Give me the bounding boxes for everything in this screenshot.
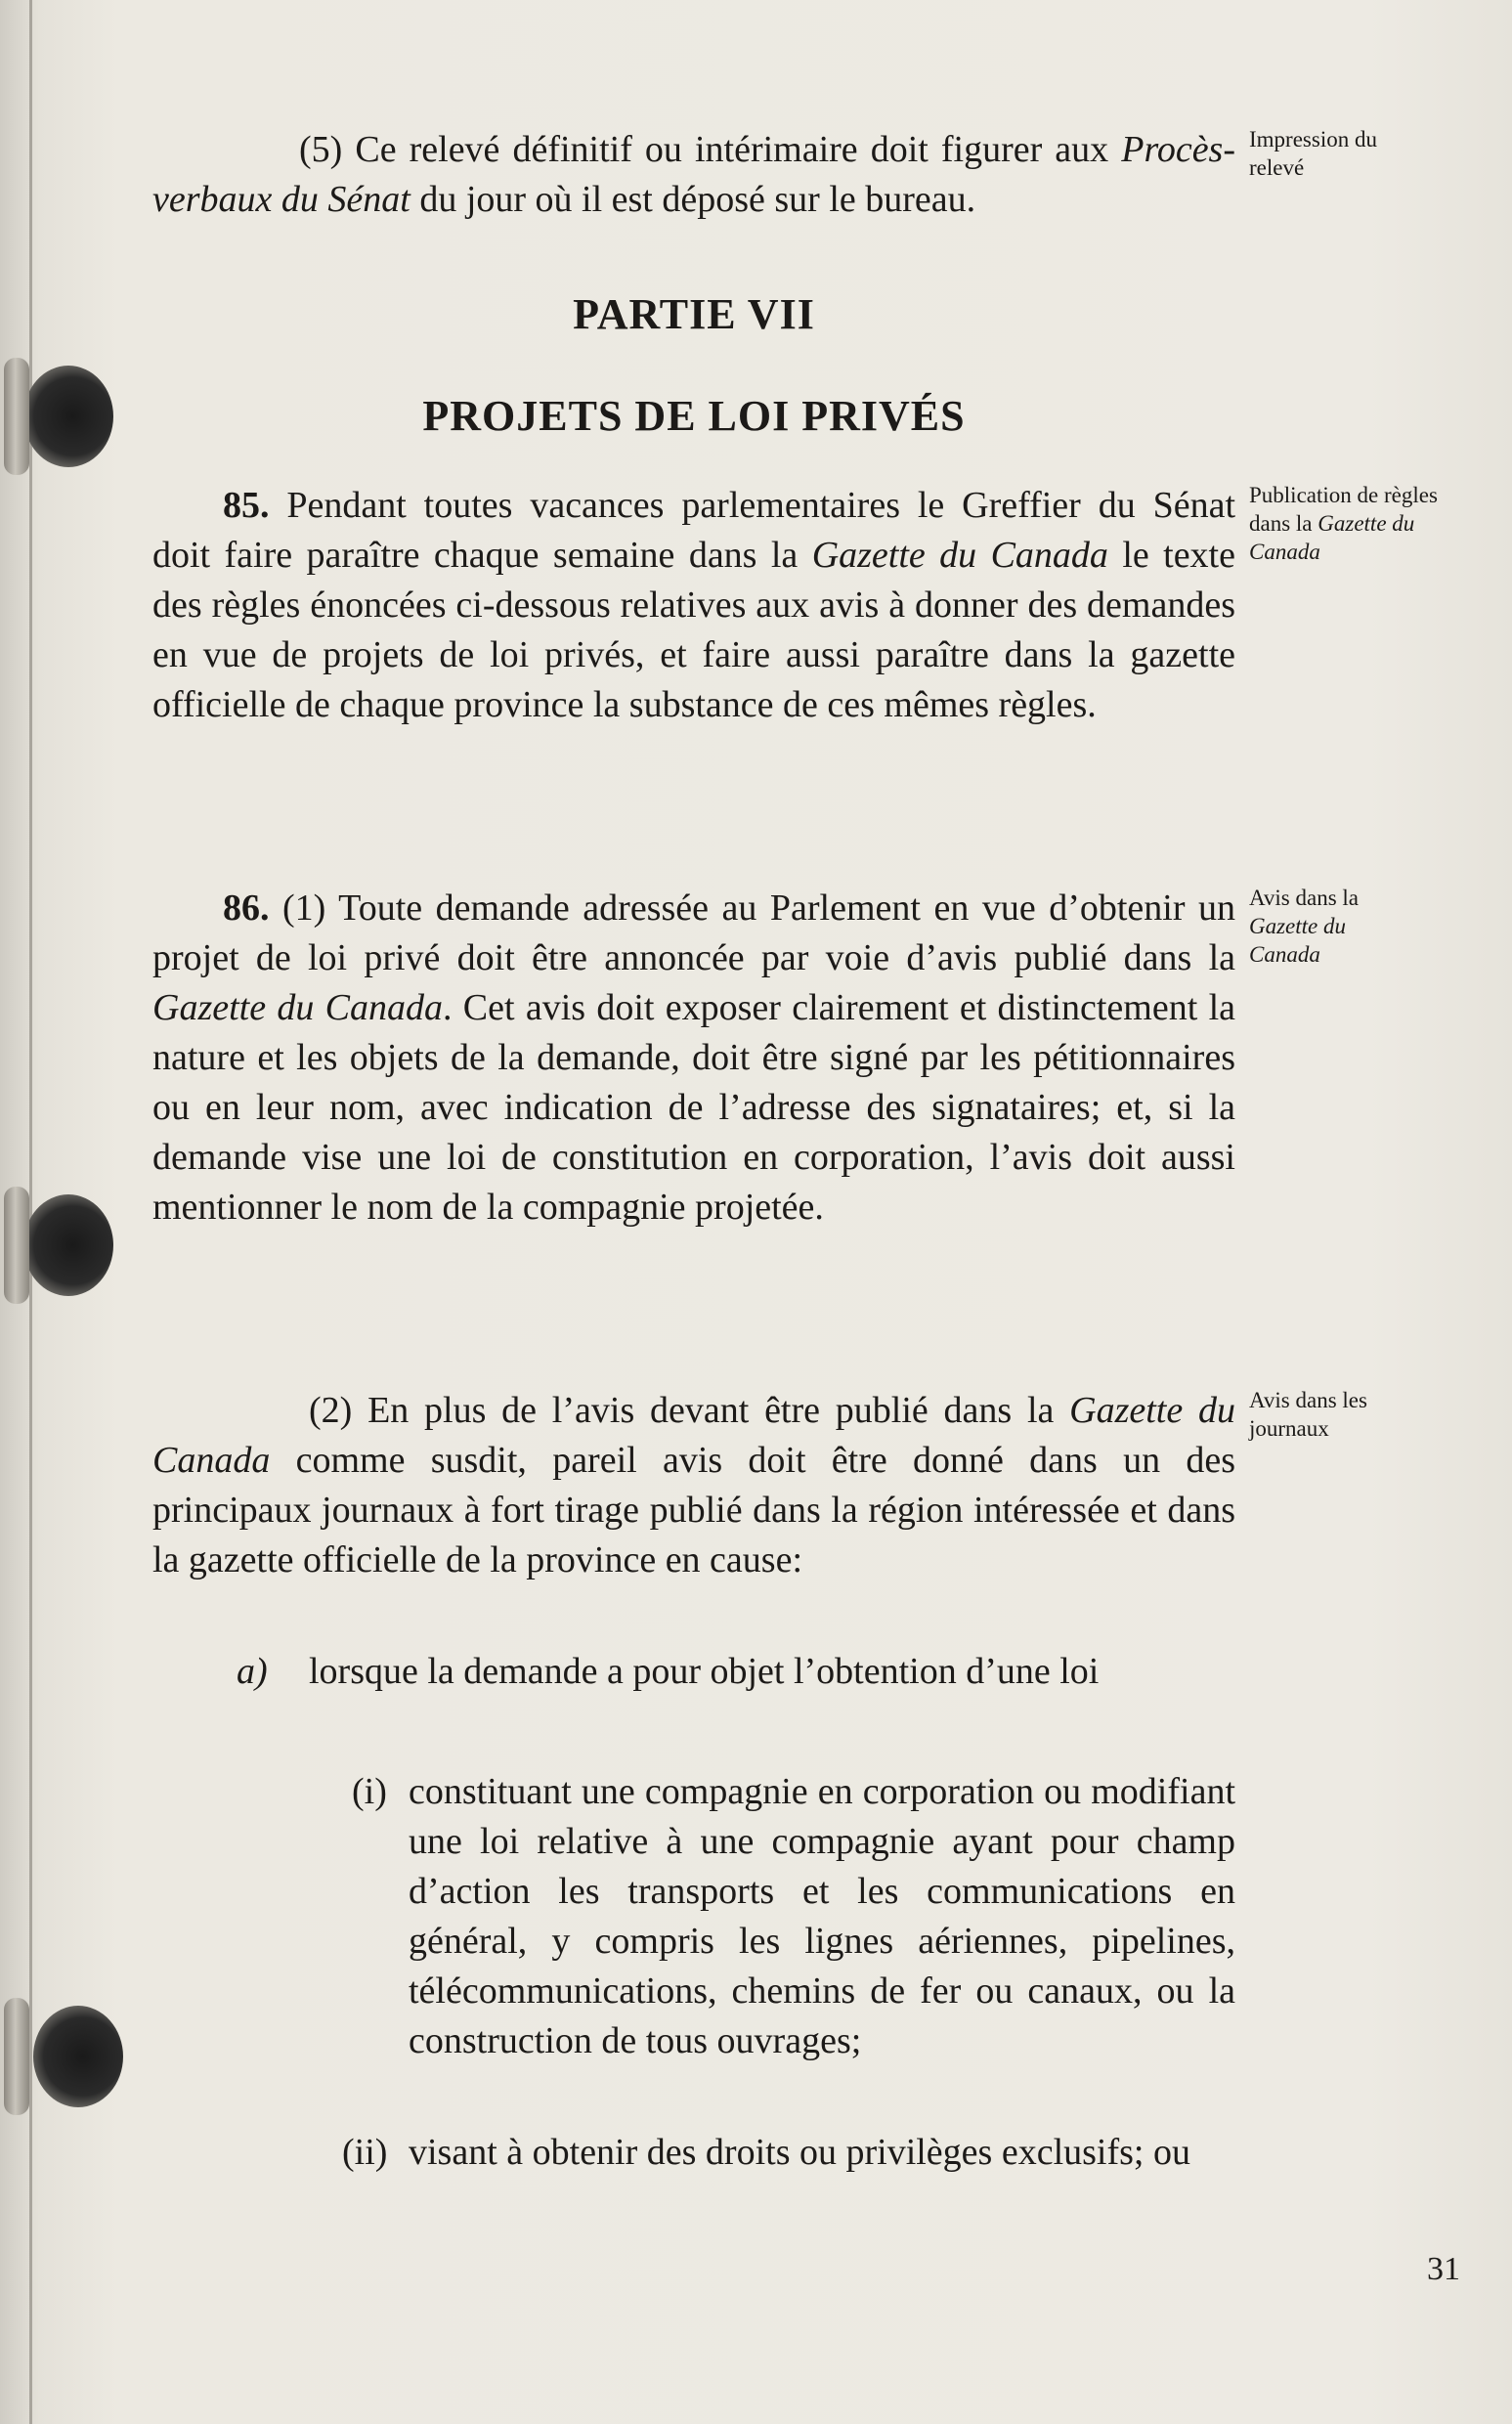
margin-note-publication <box>1249 481 1445 566</box>
binder-hole-top <box>23 366 113 467</box>
section-86-text-b: . Cet avis doit exposer clairement et distinctement la nature et les objets de la demande, doit être signé par les pétitionnaires ou en leur nom, avec indication de l’adresse des signataires; et, si la demande vise une loi de constitution en corporation, l’avis doit aussi mentionner le nom de la compagnie projetée. <box>152 987 1235 1228</box>
binder-hole-bottom <box>33 2006 123 2107</box>
subsection-5 <box>152 125 1235 225</box>
section-86-2 <box>152 1386 1235 1585</box>
section-86-gazette: Gazette du Canada <box>152 987 443 1028</box>
page-number: 31 <box>1427 2251 1460 2287</box>
section-86-1 <box>152 884 1235 1233</box>
part-title: PARTIE VII <box>573 290 815 338</box>
margin-note-impression <box>1249 125 1435 182</box>
section-85-gazette: Gazette du Canada <box>811 535 1108 576</box>
section-86-2-text-b: comme susdit, pareil avis doit être donné dans un des principaux journaux à fort tirage publié dans la région intéressée et dans la gazette officielle de la province en cause: <box>152 1440 1235 1580</box>
margin-note-impression-text: Impression du relevé <box>1249 127 1377 180</box>
item-a-label: a) <box>237 1651 268 1692</box>
margin-note-avis-journaux-text: Avis dans les journaux <box>1249 1388 1367 1441</box>
margin-note-avis-journaux <box>1249 1386 1415 1443</box>
subsection-5-text-c: du jour où il est déposé sur le bureau. <box>410 179 976 220</box>
section-85 <box>152 481 1235 730</box>
section-86-text-a: (1) Toute demande adressée au Parlement en vue d’obtenir un projet de loi privé doit être annoncée par voie d’avis publié dans la <box>152 887 1235 978</box>
item-a <box>152 1647 1235 1754</box>
margin-note-publication-gazette: Gazette du Canada <box>1249 511 1415 564</box>
margin-note-avis-gazette <box>1249 884 1415 969</box>
section-85-text-b: le texte des règles énoncées ci-dessous relatives aux avis à donner des demandes en vue de projets de loi privés, et faire aussi paraître dans la gazette officielle de chaque province la substance de ces mêmes règles. <box>152 535 1235 725</box>
binder-ring-middle <box>4 1187 29 1304</box>
item-ii-text: visant à obtenir des droits ou privilèges exclusifs; ou <box>409 2132 1190 2173</box>
item-i-text: constituant une compagnie en corporation ou modifiant une loi relative à une compagnie ayant pour champ d’action les transports et les communications en général, y compris les lignes aériennes, pipelines, télécommunications, chemins de fer ou canaux, ou la construction de tous ouvrages; <box>409 1771 1235 2061</box>
binder-ring-top <box>4 358 29 475</box>
binder-ring-bottom <box>4 1998 29 2115</box>
item-ii-label: (ii) <box>342 2132 388 2173</box>
margin-note-avis-gazette-italic: Gazette du Canada <box>1249 914 1347 967</box>
subsection-5-text-a: (5) Ce relevé définitif ou intérimaire doit figurer aux <box>299 129 1122 170</box>
part-subtitle: PROJETS DE LOI PRIVÉS <box>422 392 966 440</box>
subsection-5-proces-verbaux: Procès-verbaux du Sénat <box>152 129 1235 220</box>
section-86-2-text-a: (2) En plus de l’avis devant être publié dans la <box>309 1390 1070 1431</box>
item-i <box>152 1767 1235 2119</box>
section-85-number: 85. <box>223 485 270 526</box>
section-86-number: 86. <box>223 887 270 929</box>
section-85-text-a: Pendant toutes vacances parlementaires le Greffier du Sénat doit faire paraître chaque semaine dans la <box>152 485 1235 576</box>
item-a-text: lorsque la demande a pour objet l’obtention d’une loi <box>309 1651 1100 1692</box>
item-ii <box>152 2128 1235 2235</box>
margin-note-avis-gazette-text: Avis dans la <box>1249 886 1360 910</box>
item-i-label: (i) <box>352 1771 387 1812</box>
binder-hole-middle <box>23 1194 113 1296</box>
margin-note-publication-text: Publication de règles dans la <box>1249 483 1438 536</box>
section-86-2-gazette: Gazette du Canada <box>152 1390 1236 1481</box>
binding-line <box>29 0 32 2424</box>
